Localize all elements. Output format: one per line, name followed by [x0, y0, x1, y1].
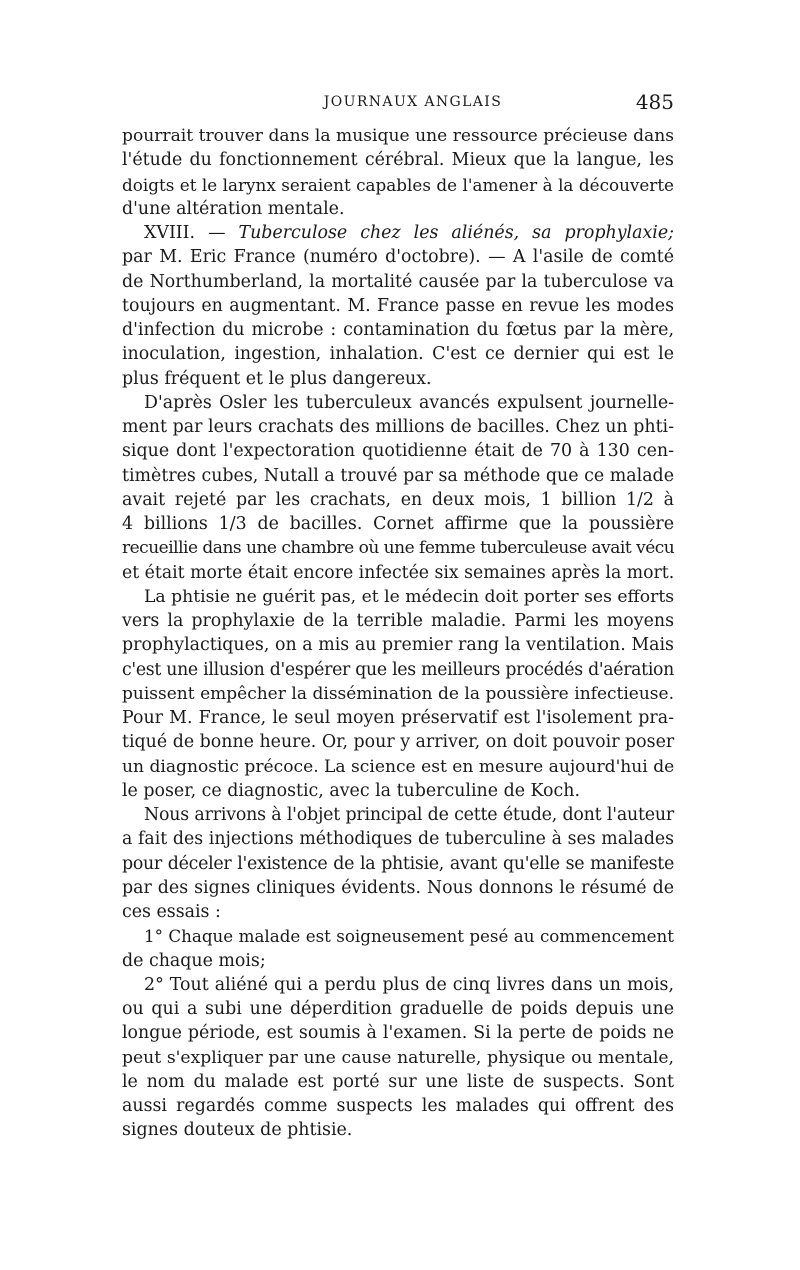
- running-title: JOURNAUX ANGLAIS: [323, 94, 503, 110]
- text-line: d'une altération mentale.: [122, 198, 345, 219]
- list-item-line: peut s'expliquer par une cause naturelle, physique ou mentale,: [122, 1047, 674, 1068]
- text-line: doigts et le larynx seraient capables de l'amener à la découverte: [122, 174, 674, 195]
- list-item-line: ou qui a subi une déperdition graduelle de poids depuis une: [122, 999, 674, 1019]
- list-item-line: 2° Tout aliéné qui a perdu plus de cinq livres dans un mois,: [144, 974, 674, 995]
- text-line: ces essais :: [122, 902, 221, 922]
- text-line: un diagnostic précoce. La science est en mesure aujourd'hui de: [122, 756, 675, 777]
- text-line: ment par leurs crachats des millions de bacilles. Chez un phti-: [122, 417, 674, 437]
- text-line: par M. Eric France (numéro d'octobre). — A l'asile de comté: [122, 247, 674, 268]
- section-heading-line: [122, 221, 674, 245]
- section-number: XVIII. —: [144, 223, 226, 243]
- text-line: La phtisie ne guérit pas, et le médecin doit porter ses efforts: [144, 586, 675, 607]
- section-title: Tuberculose chez les aliénés, sa prophylaxie;: [238, 223, 674, 243]
- text-line: d'infection du microbe : contamination du fœtus par la mère,: [122, 320, 674, 340]
- body-text: [122, 124, 674, 1143]
- text-line: puissent empêcher la dissémination de la poussière infectieuse.: [122, 683, 674, 704]
- text-line: recueillie dans une chambre où une femme tuberculeuse avait vécu: [122, 538, 675, 559]
- text-line: sique dont l'expectoration quotidienne était de 70 à 130 cen-: [122, 441, 674, 462]
- text-line: plus fréquent et le plus dangereux.: [122, 368, 432, 389]
- text-line: l'étude du fonctionnement cérébral. Mieux que la langue, les: [122, 150, 674, 171]
- list-item-line: 1° Chaque malade est soigneusement pesé au commencement: [144, 926, 674, 947]
- text-line: c'est une illusion d'espérer que les meilleurs procédés d'aération: [122, 659, 674, 680]
- page-header: [122, 90, 674, 116]
- text-line: avait rejeté par les crachats, en deux mois, 1 billion 1/2 à: [122, 489, 674, 510]
- text-line: toujours en augmentant. M. France passe en revue les modes: [122, 295, 674, 316]
- text-line: inoculation, ingestion, inhalation. C'est ce dernier qui est le: [122, 344, 674, 365]
- text-line: et était morte était encore infectée six semaines après la mort.: [122, 562, 675, 583]
- text-line: Pour M. France, le seul moyen préservatif est l'isolement pra-: [122, 708, 674, 728]
- text-line: le poser, ce diagnostic, avec la tuberculine de Koch.: [122, 780, 580, 801]
- text-line: timètres cubes, Nutall a trouvé par sa méthode que ce malade: [122, 465, 674, 486]
- text-line: pour déceler l'existence de la phtisie, avant qu'elle se manifeste: [122, 853, 674, 874]
- text-line: a fait des injections méthodiques de tuberculine à ses malades: [122, 829, 674, 850]
- page-number: 485: [635, 90, 674, 114]
- text-line: Nous arrivons à l'objet principal de cette étude, dont l'auteur: [144, 805, 674, 825]
- list-item-line: de chaque mois;: [122, 950, 266, 971]
- text-line: tiqué de bonne heure. Or, pour y arriver, on doit pouvoir poser: [122, 732, 675, 753]
- list-item-line: aussi regardés comme suspects les malades qui offrent des: [122, 1096, 674, 1116]
- text-line: de Northumberland, la mortalité causée par la tuberculose va: [122, 271, 674, 292]
- text-line: D'après Osler les tuberculeux avancés expulsent journelle-: [144, 392, 674, 413]
- list-item-line: longue période, est soumis à l'examen. Si la perte de poids ne: [122, 1023, 674, 1044]
- text-line: 4 billions 1/3 de bacilles. Cornet affirme que la poussière: [122, 514, 674, 534]
- list-item-line: le nom du malade est porté sur une liste de suspects. Sont: [122, 1071, 674, 1092]
- list-item-line: signes douteux de phtisie.: [122, 1120, 353, 1141]
- text-line: pourrait trouver dans la musique une ressource précieuse dans: [122, 126, 674, 146]
- text-line: par des signes cliniques évidents. Nous donnons le résumé de: [122, 877, 674, 898]
- text-line: prophylactiques, on a mis au premier rang la ventilation. Mais: [122, 635, 674, 656]
- text-line: vers la prophylaxie de la terrible maladie. Parmi les moyens: [122, 611, 674, 631]
